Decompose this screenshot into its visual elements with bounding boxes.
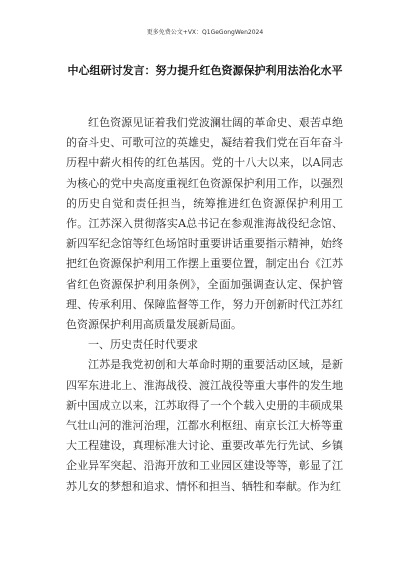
section-heading: 一、历史责任时代要求 bbox=[88, 338, 198, 352]
body-paragraph: 江苏是我党初创和大革命时期的重要活动区域，是新四军东进北上、淮海战役、渡江战役等重大事件的发生地新中国成立以来，江苏取得了一个个载入史册的丰硕成果气壮山河的淮河治理，江都水利枢纽、南京长江大桥等重大工程建设，真理标准大讨论、重要改革先行先试、乡镇企业异军突起、沿海开放和工业园区建设等等，彰显了江苏儿女的梦想和追求、情怀和担当、牺牲和奉献。作为红 bbox=[66, 358, 343, 493]
document-title: 中心组研讨发言：努力提升红色资源保护利用法治化水平 bbox=[67, 64, 343, 77]
document-body bbox=[66, 113, 343, 497]
body-paragraph: 红色资源见证着我们党波澜壮阔的革命史、艰苦卓绝的奋斗史、可歌可泣的英雄史，凝结着我们党在百年奋斗历程中薪火相传的红色基因。党的十八大以来，以A同志为核心的党中央高度重视红色资源保护利用工作，以强烈的历史自觉和责任担当，统筹推进红色资源保护利用工作。江苏深入贯彻落实A总书记在参观淮海战役纪念馆、新四军纪念馆等红色场馆时重要讲话重要指示精神，始终把红色资源保护利用工作摆上重要位置，制定出台《江苏省红色资源保护利用条例》，全面加强调查认定、保护管理、传承利用、保障监督等工作，努力开创新时代江苏红色资源保护利用高质量发展新局面。 bbox=[66, 116, 343, 332]
header-note: 更多免费公文+VX：Q1GeGongWen2024 bbox=[146, 29, 264, 36]
